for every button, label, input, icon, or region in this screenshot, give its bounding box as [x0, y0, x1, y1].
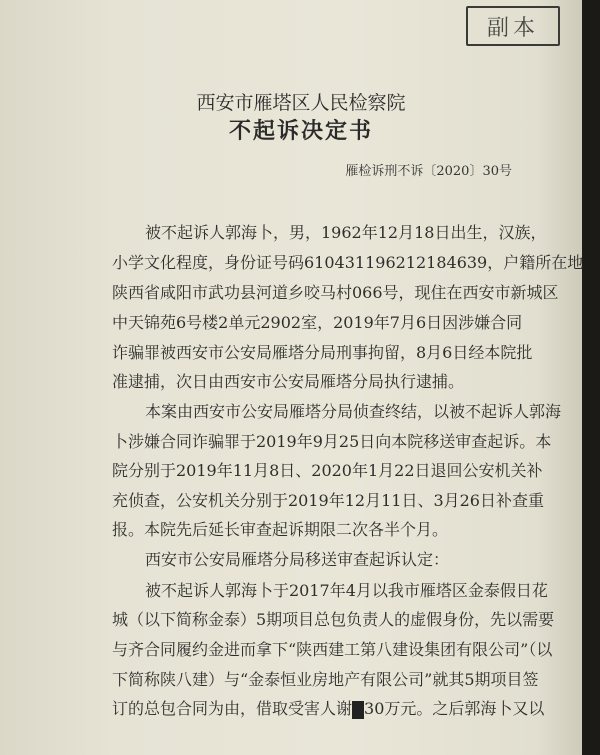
body-line: 下简称陕八建）与“金泰恒业房地产有限公司”就其5期项目签	[112, 670, 539, 689]
document-number: 雁检诉刑不诉〔2020〕30号	[345, 164, 512, 179]
issuing-organization: 西安市雁塔区人民检察院	[196, 92, 406, 114]
body-line: 小学文化程度，身份证号码610431196212184639，户籍所在地	[112, 253, 584, 272]
body-line	[112, 698, 545, 720]
body-line: 准逮捕，次日由西安市公安局雁塔分局执行逮捕。	[112, 372, 465, 391]
copy-stamp	[466, 6, 560, 46]
body-line: 充侦查，公安机关分别于2019年12月11日、3月26日补查重	[112, 491, 544, 510]
body-line: 被不起诉人郭海卜，男，1962年12月18日出生，汉族，	[145, 223, 547, 242]
body-line: 本案由西安市公安局雁塔分局侦查终结，以被不起诉人郭海	[145, 402, 562, 421]
body-line: 城（以下简称金泰）5期项目总包负责人的虚假身份，先以需要	[112, 610, 555, 629]
body-text: 30万元。之后郭海卜又以	[364, 699, 545, 718]
body-line: 被不起诉人郭海卜于2017年4月以我市雁塔区金泰假日花	[145, 581, 548, 600]
document-title: 不起诉决定书	[228, 118, 373, 144]
body-line: 与齐合同履约金进而拿下“陕西建工第八建设集团有限公司”（以	[112, 640, 553, 659]
stamp-text: 副本	[486, 15, 539, 41]
body-line: 诈骗罪被西安市公安局雁塔分局刑事拘留，8月6日经本院批	[112, 343, 533, 362]
redaction-mark	[352, 701, 364, 719]
body-text: 订的总包合同为由，借取受害人谢	[112, 699, 353, 718]
body-line: 中天锦苑6号楼2单元2902室，2019年7月6日因涉嫌合同	[112, 313, 523, 332]
body-line: 西安市公安局雁塔分局移送审查起诉认定：	[145, 550, 450, 569]
body-line: 报。本院先后延长审查起诉期限二次各半个月。	[112, 520, 449, 539]
body-line: 卜涉嫌合同诈骗罪于2019年9月25日向本院移送审查起诉。本	[112, 432, 552, 451]
body-line: 院分别于2019年11月8日、2020年1月22日退回公安机关补	[112, 461, 543, 480]
body-line: 陕西省咸阳市武功县河道乡咬马村066号，现住在西安市新城区	[112, 283, 559, 302]
